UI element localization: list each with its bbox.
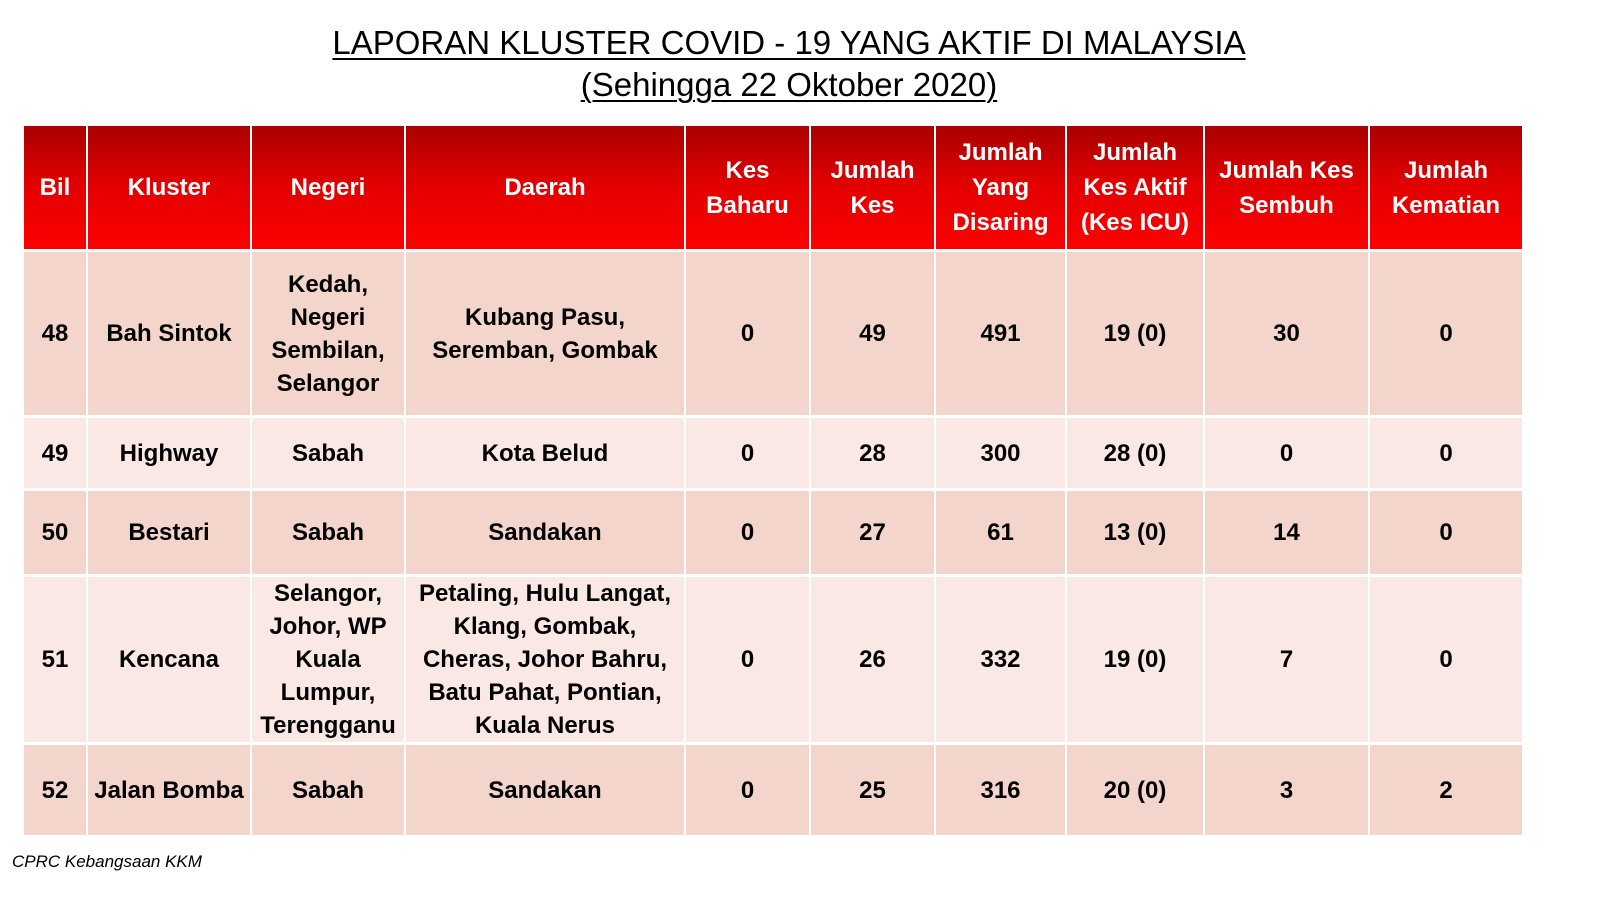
cell-jumlah-kes-sembuh: 14 bbox=[1205, 491, 1368, 574]
header-kluster: Kluster bbox=[88, 126, 250, 249]
table-row bbox=[24, 252, 1522, 415]
cell-kes-baharu: 0 bbox=[686, 418, 809, 488]
cell-negeri: Kedah, Negeri Sembilan, Selangor bbox=[252, 252, 404, 415]
report-title bbox=[0, 22, 1578, 106]
cell-jumlah-disaring: 316 bbox=[936, 745, 1065, 835]
cell-kluster: Kencana bbox=[88, 577, 250, 742]
cell-jumlah-kematian: 0 bbox=[1370, 252, 1522, 415]
cell-jumlah-kes-aktif: 19 (0) bbox=[1067, 252, 1203, 415]
cell-jumlah-kes-sembuh: 3 bbox=[1205, 745, 1368, 835]
cell-jumlah-kes-sembuh: 30 bbox=[1205, 252, 1368, 415]
header-jumlah-kes-aktif: Jumlah Kes Aktif (Kes ICU) bbox=[1067, 126, 1203, 249]
cell-bil: 49 bbox=[24, 418, 86, 488]
cell-bil: 51 bbox=[24, 577, 86, 742]
cell-negeri: Selangor, Johor, WP Kuala Lumpur, Terengganu bbox=[252, 577, 404, 742]
cell-kes-baharu: 0 bbox=[686, 577, 809, 742]
cell-jumlah-disaring: 491 bbox=[936, 252, 1065, 415]
cell-jumlah-disaring: 61 bbox=[936, 491, 1065, 574]
cell-daerah: Kota Belud bbox=[406, 418, 684, 488]
cell-jumlah-kematian: 0 bbox=[1370, 491, 1522, 574]
header-daerah: Daerah bbox=[406, 126, 684, 249]
header-bil: Bil bbox=[24, 126, 86, 249]
cell-jumlah-kes-sembuh: 7 bbox=[1205, 577, 1368, 742]
table-row bbox=[24, 577, 1522, 742]
cell-kluster: Bah Sintok bbox=[88, 252, 250, 415]
header-jumlah-disaring: Jumlah Yang Disaring bbox=[936, 126, 1065, 249]
cell-kluster: Highway bbox=[88, 418, 250, 488]
header-negeri: Negeri bbox=[252, 126, 404, 249]
cell-jumlah-kes: 26 bbox=[811, 577, 934, 742]
cell-jumlah-disaring: 300 bbox=[936, 418, 1065, 488]
table-row bbox=[24, 491, 1522, 574]
cell-bil: 50 bbox=[24, 491, 86, 574]
cell-negeri: Sabah bbox=[252, 745, 404, 835]
cell-daerah: Kubang Pasu, Seremban, Gombak bbox=[406, 252, 684, 415]
report-title-date: (Sehingga 22 Oktober 2020) bbox=[580, 66, 998, 103]
cell-negeri: Sabah bbox=[252, 491, 404, 574]
cell-jumlah-kes-aktif: 28 (0) bbox=[1067, 418, 1203, 488]
cell-kes-baharu: 0 bbox=[686, 252, 809, 415]
cell-jumlah-kes: 49 bbox=[811, 252, 934, 415]
cell-jumlah-kes-sembuh: 0 bbox=[1205, 418, 1368, 488]
header-jumlah-kematian: Jumlah Kematian bbox=[1370, 126, 1522, 249]
cell-bil: 52 bbox=[24, 745, 86, 835]
cell-jumlah-kes-aktif: 20 (0) bbox=[1067, 745, 1203, 835]
cell-daerah: Petaling, Hulu Langat, Klang, Gombak, Cheras, Johor Bahru, Batu Pahat, Pontian, Kuala Nerus bbox=[406, 577, 684, 742]
cell-jumlah-kes: 25 bbox=[811, 745, 934, 835]
cell-kluster: Jalan Bomba bbox=[88, 745, 250, 835]
cell-jumlah-kematian: 0 bbox=[1370, 418, 1522, 488]
cell-daerah: Sandakan bbox=[406, 745, 684, 835]
cell-jumlah-kes: 28 bbox=[811, 418, 934, 488]
cell-bil: 48 bbox=[24, 252, 86, 415]
cell-jumlah-kematian: 2 bbox=[1370, 745, 1522, 835]
cell-jumlah-kes-aktif: 19 (0) bbox=[1067, 577, 1203, 742]
source-note: CPRC Kebangsaan KKM bbox=[12, 852, 202, 871]
header-kes-baharu: Kes Baharu bbox=[686, 126, 809, 249]
table-header-row bbox=[24, 126, 1522, 249]
cell-jumlah-disaring: 332 bbox=[936, 577, 1065, 742]
header-jumlah-kes: Jumlah Kes bbox=[811, 126, 934, 249]
report-title-main: LAPORAN KLUSTER COVID - 19 YANG AKTIF DI MALAYSIA bbox=[332, 24, 1246, 61]
cluster-table bbox=[22, 123, 1524, 838]
cell-jumlah-kes-aktif: 13 (0) bbox=[1067, 491, 1203, 574]
header-jumlah-kes-sembuh: Jumlah Kes Sembuh bbox=[1205, 126, 1368, 249]
cell-jumlah-kematian: 0 bbox=[1370, 577, 1522, 742]
cell-kes-baharu: 0 bbox=[686, 745, 809, 835]
table-row bbox=[24, 745, 1522, 835]
cell-daerah: Sandakan bbox=[406, 491, 684, 574]
cell-kes-baharu: 0 bbox=[686, 491, 809, 574]
cell-negeri: Sabah bbox=[252, 418, 404, 488]
cell-jumlah-kes: 27 bbox=[811, 491, 934, 574]
cell-kluster: Bestari bbox=[88, 491, 250, 574]
table-row bbox=[24, 418, 1522, 488]
